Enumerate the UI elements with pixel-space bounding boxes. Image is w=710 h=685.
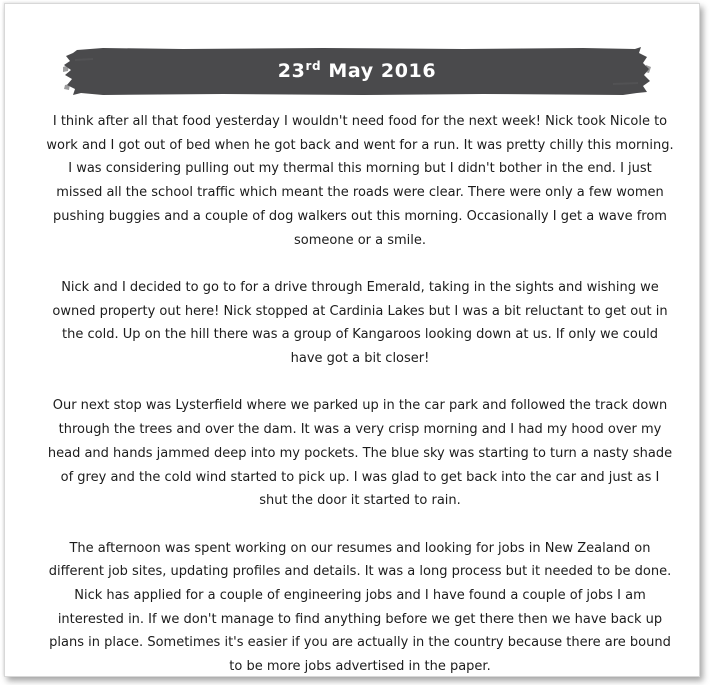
journal-page <box>4 3 700 677</box>
title-ordinal: rd <box>305 59 322 73</box>
paragraph-3: Our next stop was Lysterfield where we parked up in the car park and followed the track down through the trees and over the dam. It was a very crisp morning and I had my hood over my head and hands jammed deep into my pockets. The blue sky was starting to turn a nasty shade of grey and the cold wind started to pick up. I was glad to get back into the car and just as I shut the door it started to rain. <box>47 398 673 509</box>
paragraph-1: I think after all that food yesterday I wouldn't need food for the next week! Nick took Nicole to work and I got out of bed when he got back and went for a run. It was pretty chilly this morning. I was considering pulling out my thermal this morning but I didn't bother in the end. I just missed all the school traffic which meant the roads were clear. There were only a few women pushing buggies and a couple of dog walkers out this morning. Occasionally I get a wave from someone or a smile. <box>46 114 674 248</box>
title-banner <box>63 45 651 97</box>
paragraph-4: The afternoon was spent working on our resumes and looking for jobs in New Zealand on different job sites, updating profiles and details. It was a long process but it needed to be done. Nick has applied for a couple of engineering jobs and I have found a couple of jobs I am interested in. If we don't manage to find anything before we get there then we have back up plans in place. Sometimes it's easier if you are actually in the country because there are bound to be more jobs advertised in the paper. <box>48 540 672 675</box>
entry-date-title <box>63 45 651 97</box>
entry-body <box>45 110 675 679</box>
paragraph-2: Nick and I decided to go to for a drive through Emerald, taking in the sights and wishing we owned property out here! Nick stopped at Cardinia Lakes but I was a bit reluctant to get out in the cold. Up on the hill there was a group of Kangaroos looking down at us. If only we could have got a bit closer! <box>52 279 668 367</box>
title-day: 23 <box>277 60 306 82</box>
title-month-year: May 2016 <box>321 60 437 82</box>
